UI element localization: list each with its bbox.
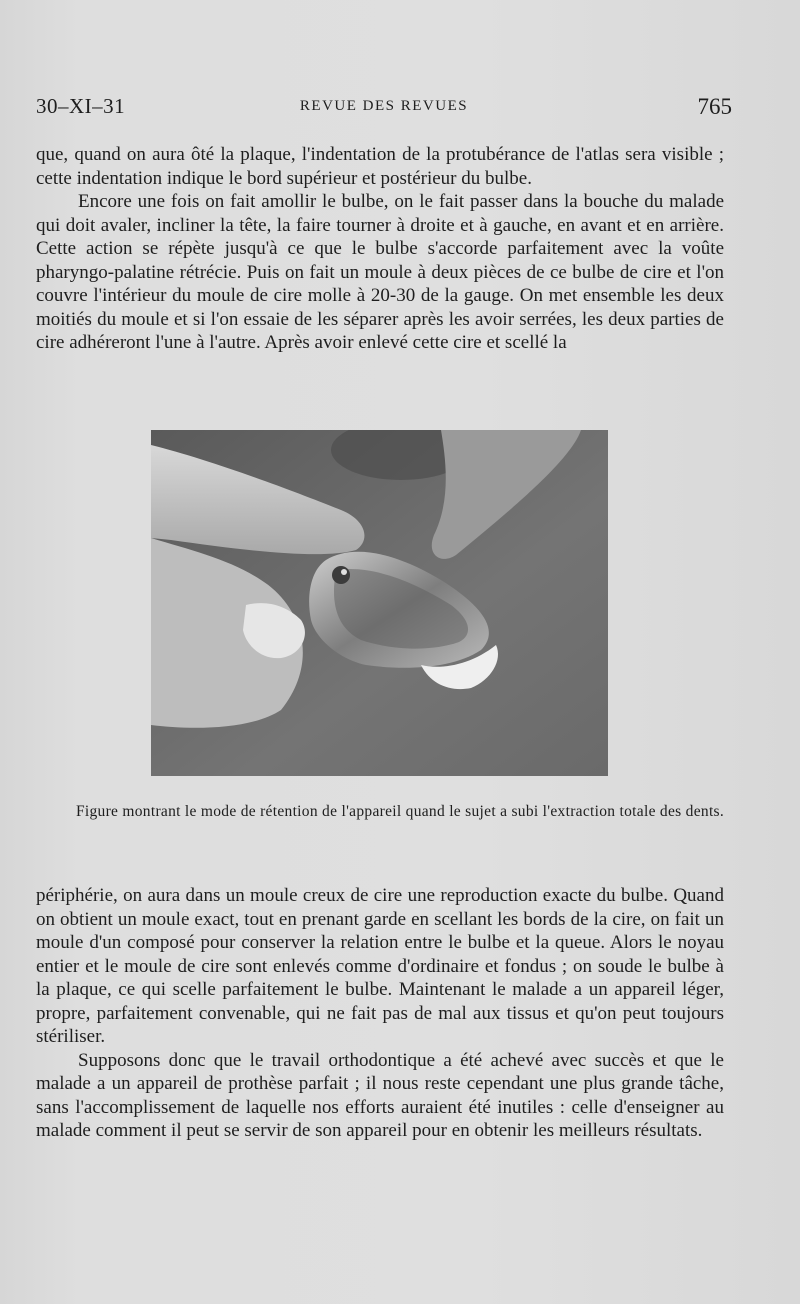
- hand-holding-denture-photo: [151, 430, 608, 776]
- header-journal-title: REVUE DES REVUES: [299, 98, 469, 114]
- running-header: [36, 94, 732, 122]
- body-text-bottom: [36, 884, 724, 1143]
- body-text-top: [36, 143, 724, 355]
- header-date: 30–XI–31: [36, 94, 126, 118]
- paragraph-continuation: que, quand on aura ôté la plaque, l'indentation de la protubérance de l'atlas sera visible ; cette indentation indique le bord supérieur et postérieur du bulbe.: [36, 144, 724, 189]
- page-number: 765: [697, 94, 732, 119]
- paragraph-continuation: périphérie, on aura dans un moule creux de cire une reproduction exacte du bulbe. Quand on obtient un moule exact, tout en prenant garde en scellant les bords de la cire, on fait un moule d'un composé pour conserver la relation entre le bulbe et la queue. Alors le noyau entier et le moule de cire sont enlevés comme d'ordinaire et fondus ; on soude le bulbe à la plaque, ce qui scelle parfaitement le bulbe. Maintenant le malade a un appareil léger, propre, parfaitement convenable, qui ne fait pas de mal aux tissus et qu'on peut toujours stériliser.: [36, 885, 724, 1047]
- paragraph: Supposons donc que le travail orthodontique a été achevé avec succès et que le malade a un appareil de prothèse parfait ; il nous reste cependant une plus grande tâche, sans l'accomplissement de laquelle nos efforts auraient été inutiles : celle d'enseigner au malade comment il peut se servir de son appareil pour en obtenir les meilleurs résultats.: [36, 1049, 724, 1141]
- figure-caption: Figure montrant le mode de rétention de l'appareil quand le sujet a subi l'extraction totale des dents.: [75, 803, 725, 820]
- paragraph: Encore une fois on fait amollir le bulbe, on le fait passer dans la bouche du malade qui doit avaler, incliner la tête, la faire tourner à droite et à gauche, en avant et en arrière. Cette action se répète jusqu'à ce que le bulbe s'accorde parfaitement avec la voûte pharyngo-palatine rétrécie. Puis on fait un moule à deux pièces de ce bulbe de cire et l'on couvre l'intérieur du moule de cire molle à 20-30 de la gauge. On met ensemble les deux moitiés du moule et si l'on essaie de les séparer après les avoir serrées, les deux parties de cire adhéreront l'une à l'autre. Après avoir enlevé cette cire et scellé la: [36, 191, 724, 353]
- photo-figure: [151, 430, 608, 776]
